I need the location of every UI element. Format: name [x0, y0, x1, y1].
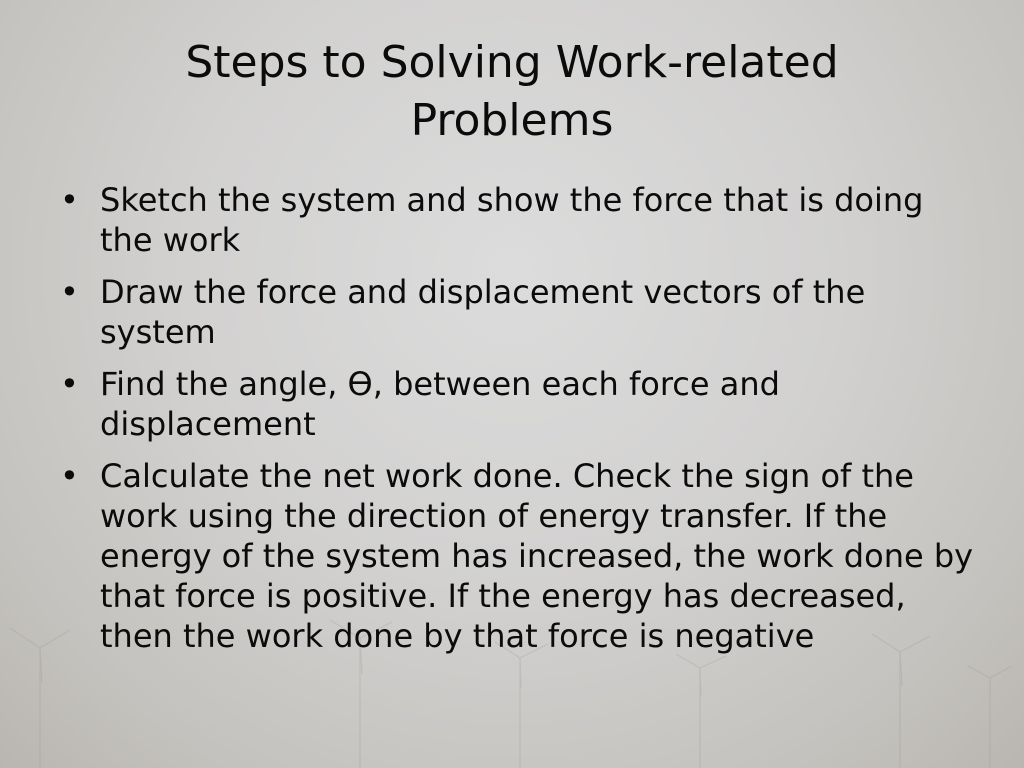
bullet-list: [56, 180, 976, 668]
bullet-item: [56, 180, 976, 260]
bullet-icon: •: [60, 457, 79, 495]
bullet-item: [56, 364, 976, 444]
bullet-item: [56, 456, 976, 656]
bullet-icon: •: [60, 365, 79, 403]
bullet-item: [56, 272, 976, 352]
slide-title: Steps to Solving Work-related Problems: [185, 37, 839, 146]
bullet-icon: •: [60, 181, 79, 219]
bullet-icon: •: [60, 273, 79, 311]
bullet-text: Calculate the net work done. Check the sign of the work using the direction of energy transfer. If the energy of the system has increased, the work done by that force is positive. If the energy has decreased, then the work done by that force is negative: [100, 457, 974, 655]
bullet-text: Find the angle, ϴ, between each force and displacement: [100, 365, 780, 443]
bullet-text: Draw the force and displacement vectors of the system: [100, 273, 866, 351]
bullet-text: Sketch the system and show the force that is doing the work: [100, 181, 924, 259]
